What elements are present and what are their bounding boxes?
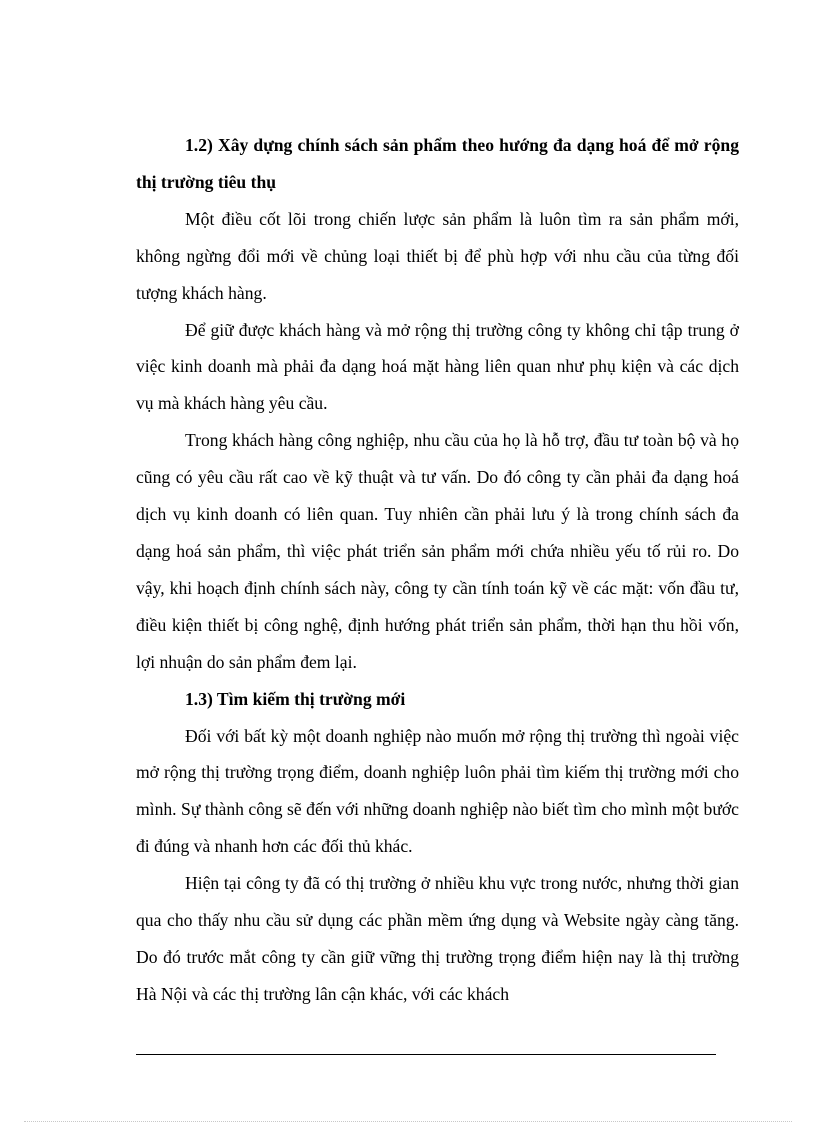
page-bottom-edge <box>24 1121 792 1122</box>
paragraph: Một điều cốt lõi trong chiến lược sản phẩm là luôn tìm ra sản phẩm mới, không ngừng đổi mới về chủng loại thiết bị để phù hợp với nhu cầu của từng đối tượng khách hàng. <box>136 208 739 303</box>
section-heading-1-2: 1.2) Xây dựng chính sách sản phẩm theo hướng đa dạng hoá để mở rộng thị trường tiêu thụ <box>136 135 739 192</box>
paragraph: Hiện tại công ty đã có thị trường ở nhiều khu vực trong nước, nhưng thời gian qua cho thấy nhu cầu sử dụng các phần mềm ứng dụng và Website ngày càng tăng. Do đó trước mắt công ty cần giữ vững thị trường trọng điểm hiện nay là thị trường Hà Nội và các thị trường lân cận khác, với các khách <box>136 873 739 1004</box>
paragraph: Trong khách hàng công nghiệp, nhu cầu của họ là hỗ trợ, đầu tư toàn bộ và họ cũng có yêu cầu rất cao về kỹ thuật và tư vấn. Do đó công ty cần phải đa dạng hoá dịch vụ kinh doanh có liên quan. Tuy nhiên cần phải lưu ý là trong chính sách đa dạng hoá sản phẩm, thì việc phát triển sản phẩm mới chứa nhiều yếu tố rủi ro. Do vậy, khi hoạch định chính sách này, công ty cần tính toán kỹ về các mặt: vốn đầu tư, điều kiện thiết bị công nghệ, định hướng phát triển sản phẩm, thời hạn thu hồi vốn, lợi nhuận do sản phẩm đem lại. <box>136 430 739 672</box>
section-heading-1-3: 1.3) Tìm kiếm thị trường mới <box>185 688 406 709</box>
page-content <box>136 127 739 1013</box>
paragraph: Đối với bất kỳ một doanh nghiệp nào muốn mở rộng thị trường thì ngoài việc mở rộng thị trường trọng điểm, doanh nghiệp luôn phải tìm kiếm thị trường mới cho mình. Sự thành công sẽ đến với những doanh nghiệp nào biết tìm cho mình một bước đi đúng và nhanh hơn các đối thủ khác. <box>136 725 739 857</box>
paragraph: Để giữ được khách hàng và mở rộng thị trường công ty không chỉ tập trung ở việc kinh doanh mà phải đa dạng hoá mặt hàng liên quan như phụ kiện và các dịch vụ mà khách hàng yêu cầu. <box>136 319 739 414</box>
footer-divider <box>136 1054 716 1055</box>
